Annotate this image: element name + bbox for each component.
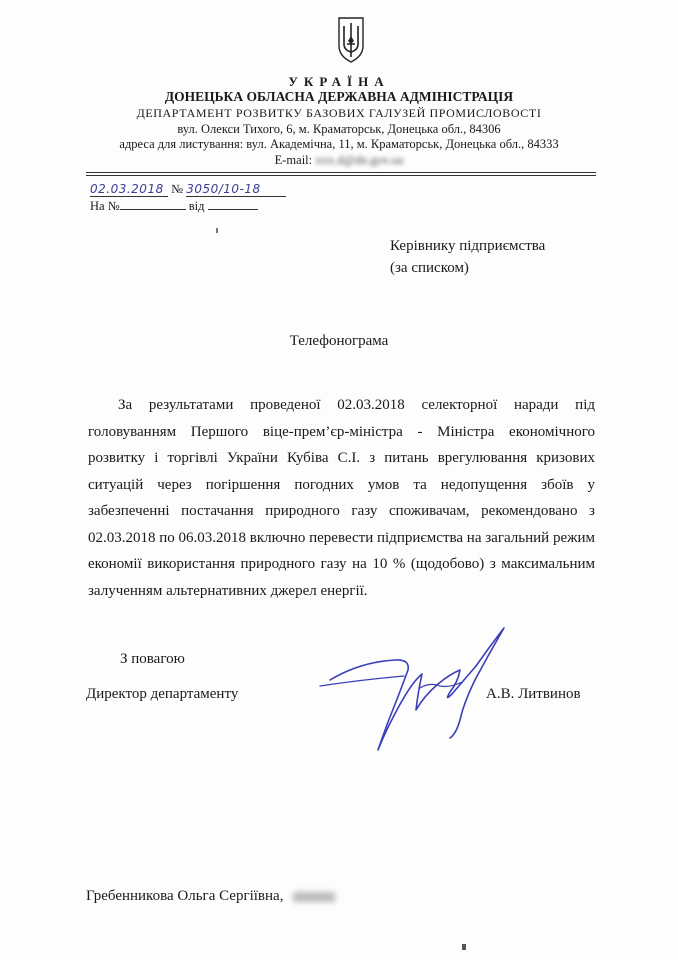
closing-regards: З повагою: [120, 651, 185, 667]
reply-date-blank: [208, 199, 258, 210]
body-paragraph: За результатами проведеної 02.03.2018 селекторної наради під головуванням Першого віце-прем’єр-міністра - Міністра економічного розвитку і торгівлі України Кубіва С.І. з питань врегулювання кризових ситуацій через погіршення погодних умов та недопущення збоїв у забезпеченні постачання природного газу споживачам, рекомендовано з 02.03.2018 по 06.03.2018 включно перевести підприємства на загальний режим економії використання природного газу на 10 % (щодобово) з максимальним залученням альтернативних джерел енергії.: [88, 397, 595, 599]
handwritten-signature: [300, 622, 520, 762]
trident-emblem-icon: [336, 14, 366, 64]
department-address: вул. Олекси Тихого, 6, м. Краматорськ, Донецька обл., 84306: [177, 122, 501, 136]
recipient-line-2: (за списком): [390, 260, 469, 276]
scan-speck: [216, 228, 218, 233]
email-label: E-mail:: [274, 153, 313, 167]
executor-name: Гребенникова Ольга Сергіївна,: [86, 888, 284, 904]
signer-name: А.В. Литвинов: [486, 686, 581, 702]
mailing-address: адреса для листування: вул. Академічна, 11, м. Краматорськ, Донецька обл., 84333: [119, 137, 559, 151]
reply-number-label: На №: [90, 199, 120, 213]
registration-number-label: №: [171, 182, 184, 196]
registration-number: 3050/10-18: [186, 182, 286, 197]
document-title: Телефонограма: [289, 333, 389, 349]
country-title: УКРАЇНА: [288, 74, 390, 89]
executor-line: [86, 888, 335, 905]
signer-position: Директор департаменту: [86, 686, 239, 702]
recipient-block: [390, 235, 545, 279]
recipient-line-1: Керівнику підприємства: [390, 238, 546, 254]
registration-line: [90, 182, 286, 197]
department-title: ДЕПАРТАМЕНТ РОЗВИТКУ БАЗОВИХ ГАЛУЗЕЙ ПРОМИСЛОВОСТІ: [136, 106, 542, 120]
email-line: [0, 153, 678, 168]
scan-speck: [462, 944, 466, 950]
header-divider-top: [86, 172, 596, 173]
reply-from-label: від: [188, 199, 205, 213]
registration-date: 02.03.2018: [90, 182, 168, 197]
header-divider-bottom: [86, 175, 596, 176]
email-value-redacted: xxx.d@dn.gov.ua: [315, 153, 404, 167]
reply-reference-line: [90, 199, 258, 214]
administration-title: ДОНЕЦЬКА ОБЛАСНА ДЕРЖАВНА АДМІНІСТРАЦІЯ: [164, 89, 514, 104]
executor-phone-redacted: [293, 892, 335, 902]
reply-number-blank: [120, 199, 186, 210]
